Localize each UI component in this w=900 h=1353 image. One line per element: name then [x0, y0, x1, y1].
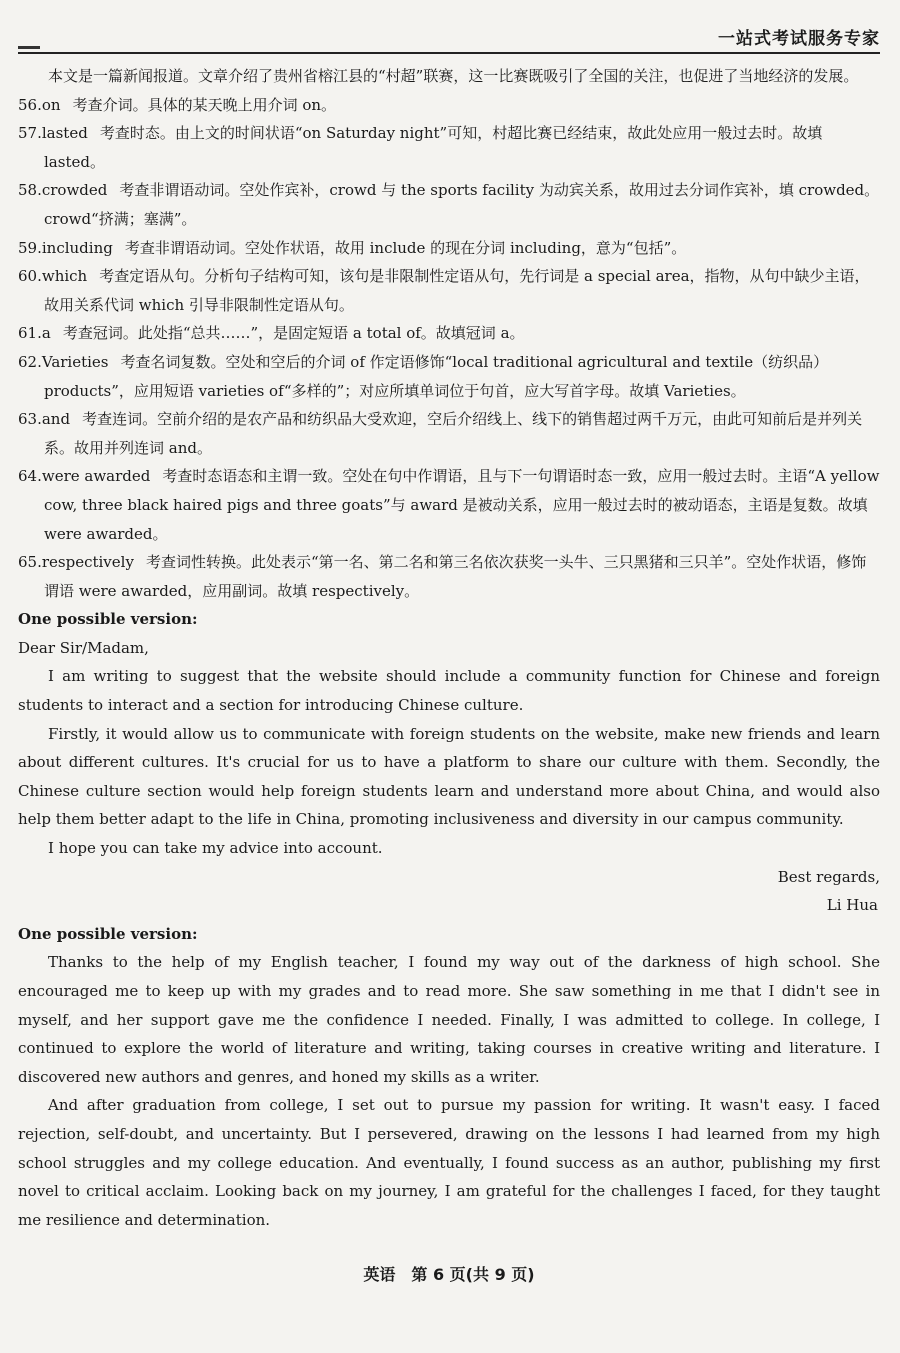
essay-paragraph: And after graduation from college, I set out to pursue my passion for writing. It wasn't easy. I faced rejection, self-doubt, and uncertainty. But I persevered, drawing on the lessons I had learned from my high school struggles and my college education. And eventually, I found success as an author, publishing my first novel to critical acclaim. Looking back on my journey, I am grateful for the challenges I faced, for they taught me resilience and determination.	[18, 1096, 880, 1229]
sample-essay	[18, 920, 880, 1235]
header-mark	[18, 46, 40, 49]
answer-content	[18, 62, 880, 1234]
answer-explanation: 考查冠词。此处指“总共……”，是固定短语 a total of。故填冠词 a。	[62, 324, 525, 343]
letter-paragraph: I am writing to suggest that the website should include a community function for Chinese and foreign students to interact and a section for introducing Chinese culture.	[18, 667, 880, 715]
answer-list	[18, 91, 880, 606]
answer-word: which	[41, 267, 88, 286]
answer-word: a	[41, 324, 51, 343]
page-footer: 英语 第 6 页(共 9 页)	[363, 1265, 535, 1284]
letter-signature: Li Hua	[826, 896, 878, 915]
answer-item-57: 57.lasted 考查时态。由上文的时间状语“on Saturday night”可知，村超比赛已经结束，故此处应用一般过去时。故填 lasted。	[18, 124, 823, 171]
answer-explanation: 考查连词。空前介绍的是农产品和纺织品大受欢迎，空后介绍线上、线下的销售超过两千万元，由此可知前后是并列关系。故用并列连词 and。	[44, 410, 863, 457]
header-rule	[18, 52, 880, 54]
answer-item-61: 61.a 考查冠词。此处指“总共……”，是固定短语 a total of。故填冠词 a。	[18, 324, 525, 343]
answer-word: were awarded	[41, 467, 151, 486]
answer-item-64: 64.were awarded 考查时态语态和主谓一致。空处在句中作谓语，且与下一句谓语时态一致，应用一般过去时。主语“A yellow cow, three black haired pigs and three goats”与 award 是被动关系，应用一般过去时的被动语态，主语是复数。故填 were awarded。	[18, 467, 880, 543]
answer-word: crowded	[41, 181, 108, 200]
answer-explanation: 考查非谓语动词。空处作宾补，crowd 与 the sports facility 为动宾关系，故用过去分词作宾补，填 crowded。crowd“挤满；塞满”。	[44, 181, 880, 228]
header-title: 一站式考试服务专家	[718, 29, 880, 49]
answer-word: lasted	[41, 124, 88, 143]
answer-word: Varieties	[41, 352, 109, 371]
sample-letter	[18, 605, 880, 920]
document-page	[18, 0, 880, 1353]
answer-explanation: 考查定语从句。分析句子结构可知，该句是非限制性定语从句，先行词是 a special area，指物，从句中缺少主语，故用关系代词 which 引导非限制性定语从句。	[44, 267, 870, 314]
answer-item-65: 65.respectively 考查词性转换。此处表示“第一名、第二名和第三名依次获奖一头牛、三只黑猪和三只羊”。空处作状语，修饰谓语 were awarded，应用副词。故填 respectively。	[18, 553, 867, 600]
answer-item-58: 58.crowded 考查非谓语动词。空处作宾补，crowd 与 the sports facility 为动宾关系，故用过去分词作宾补，填 crowded。crowd“挤满；塞满”。	[18, 181, 880, 228]
answer-explanation: 考查非谓语动词。空处作状语，故用 include 的现在分词 including，意为“包括”。	[124, 238, 687, 257]
answer-word: respectively	[41, 553, 134, 572]
passage-intro: 本文是一篇新闻报道。文章介绍了贵州省榕江县的“村超”联赛，这一比赛既吸引了全国的关注，也促进了当地经济的发展。	[48, 67, 859, 85]
letter-paragraph: Firstly, it would allow us to communicate with foreign students on the website, make new friends and learn about different cultures. It's crucial for us to have a platform to share our culture with them. Secondly, the Chinese culture section would help foreign students learn and understand more about China, and would also help them better adapt to the life in China, promoting inclusiveness and diversity in our campus community.	[18, 724, 880, 829]
answer-item-59: 59.including 考查非谓语动词。空处作状语，故用 include 的现在分词 including，意为“包括”。	[18, 238, 687, 257]
page-header	[18, 18, 880, 48]
answer-word: and	[41, 410, 71, 429]
answer-explanation: 考查介词。具体的某天晚上用介词 on。	[72, 95, 337, 114]
answer-word: on	[41, 95, 61, 114]
answer-explanation: 考查时态语态和主谓一致。空处在句中作谓语，且与下一句谓语时态一致，应用一般过去时。主语“A yellow cow, three black haired pigs and three goats”与 award 是被动关系，应用一般过去时的被动语态，主语是复数。故填 were awarded。	[44, 467, 880, 543]
answer-word: including	[41, 238, 113, 257]
letter-heading: One possible version:	[18, 610, 198, 629]
answer-item-56: 56.on 考查介词。具体的某天晚上用介词 on。	[18, 95, 337, 114]
answer-item-62: 62.Varieties 考查名词复数。空处和空后的介词 of 作定语修饰“local traditional agricultural and textile（纺织品）products”，应用短语 varieties of“多样的”；对应所填单词位于句首，应大写首字母。故填 Varieties。	[18, 352, 829, 400]
letter-closing: Best regards,	[777, 867, 880, 886]
answer-explanation: 考查词性转换。此处表示“第一名、第二名和第三名依次获奖一头牛、三只黑猪和三只羊”。空处作状语，修饰谓语 were awarded，应用副词。故填 respectively。	[44, 553, 867, 600]
answer-item-63: 63.and 考查连词。空前介绍的是农产品和纺织品大受欢迎，空后介绍线上、线下的销售超过两千万元，由此可知前后是并列关系。故用并列连词 and。	[18, 410, 863, 457]
answer-explanation: 考查时态。由上文的时间状语“on Saturday night”可知，村超比赛已经结束，故此处应用一般过去时。故填 lasted。	[44, 124, 823, 171]
essay-heading: One possible version:	[18, 924, 198, 943]
letter-salutation: Dear Sir/Madam,	[18, 638, 149, 657]
letter-paragraph: I hope you can take my advice into account.	[48, 839, 383, 858]
answer-item-60: 60.which 考查定语从句。分析句子结构可知，该句是非限制性定语从句，先行词是 a special area，指物，从句中缺少主语，故用关系代词 which 引导非限制性定语从句。	[18, 267, 870, 314]
answer-explanation: 考查名词复数。空处和空后的介词 of 作定语修饰“local traditional agricultural and textile（纺织品）products”，应用短语 varieties of“多样的”；对应所填单词位于句首，应大写首字母。故填 Varieties。	[44, 352, 829, 400]
essay-paragraph: Thanks to the help of my English teacher, I found my way out of the darkness of high school. She encouraged me to keep up with my grades and to read more. She saw something in me that I didn't see in myself, and her support gave me the confidence I needed. Finally, I was admitted to college. In college, I continued to explore the world of literature and writing, taking courses in creative writing and literature. I discovered new authors and genres, and honed my skills as a writer.	[18, 953, 880, 1086]
